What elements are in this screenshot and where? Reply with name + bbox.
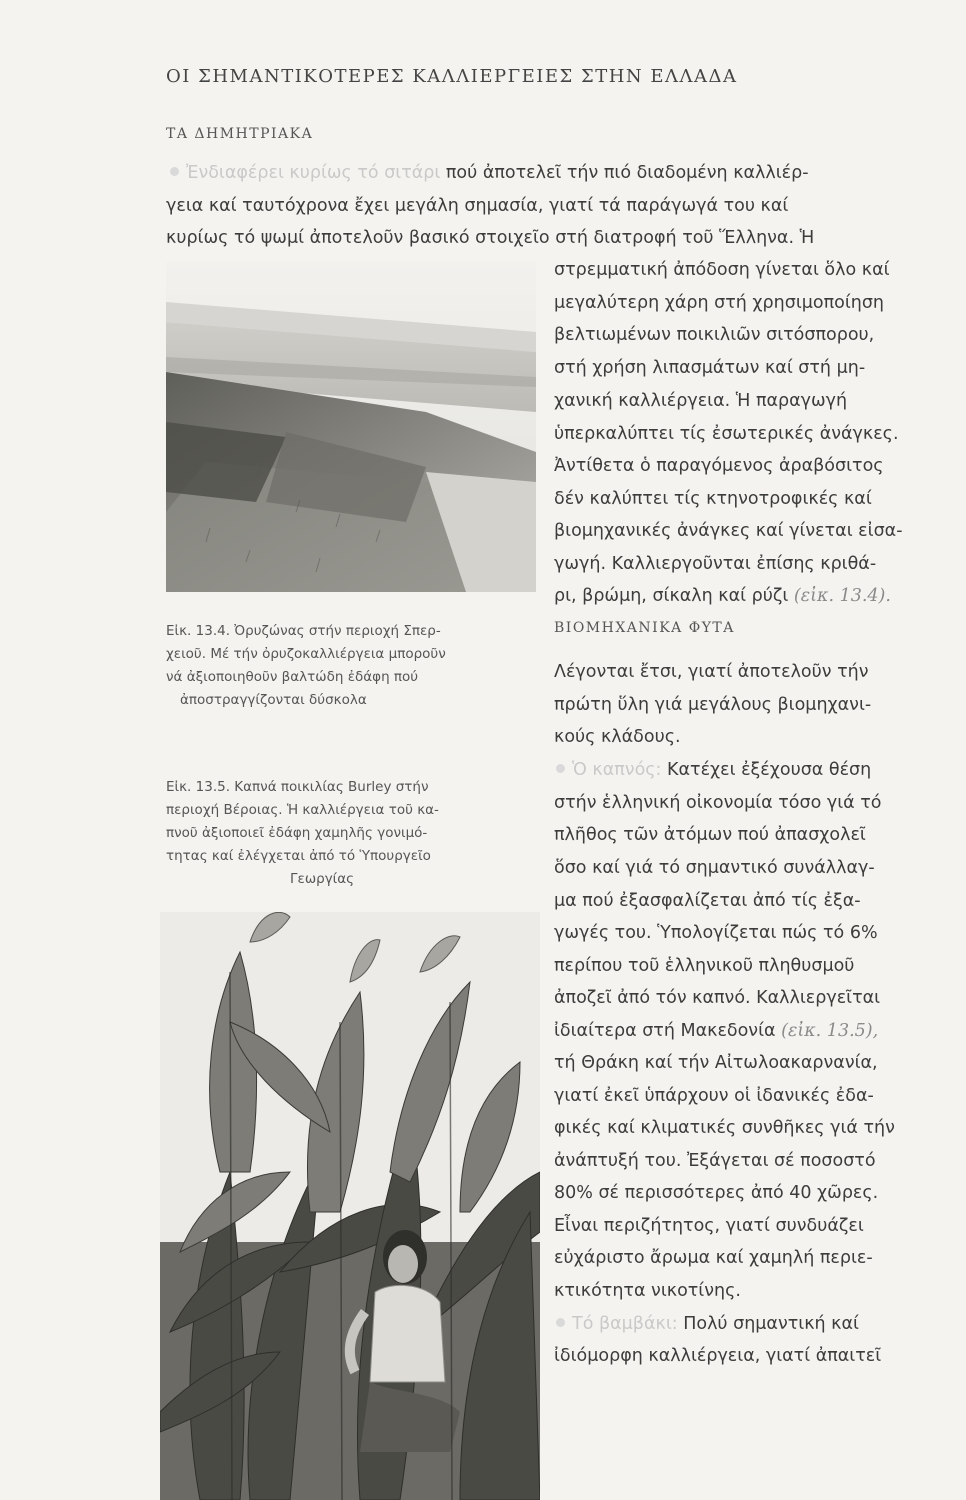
para3-line-6: γωγές του. Ὑπολογίζεται πώς τό 6%	[554, 923, 878, 943]
para3-line-4: ὅσο καί γιά τό σημαντικό συνάλλαγ-	[554, 858, 875, 878]
para3-line-3: πλῆθος τῶν ἀτόμων πού ἀπασχολεῖ	[554, 825, 866, 845]
para3-line-1: Ὁ καπνός: Κατέχει ἐξέχουσα θέση	[556, 757, 871, 783]
para3-line-7: περίπου τοῦ ἑλληνικοῦ πληθυσμοῦ	[554, 956, 855, 976]
para3-line-5: μα πού ἐξασφαλίζεται ἀπό τίς ἐξα-	[554, 891, 861, 911]
para1-line-3: κυρίως τό ψωμί ἀποτελοῦν βασικό στοιχεῖο στή διατροφή τοῦ Ἕλληνα. Ἡ	[166, 228, 815, 248]
para1-line-8: χανική καλλιέργεια. Ἡ παραγωγή	[554, 391, 848, 411]
para3-line-15: Εἶναι περιζήτητος, γιατί συνδυάζει	[554, 1216, 864, 1236]
rice-field-photo	[166, 262, 536, 592]
caption1-line-4: ἀποστραγγίζονται δύσκολα	[180, 692, 367, 708]
para1-line-9: ὑπερκαλύπτει τίς ἐσωτερικές ἀνάγκες.	[554, 424, 899, 444]
bullet-icon	[170, 167, 179, 176]
para3-line-13: ἀνάπτυξή του. Ἐξάγεται σέ ποσοστό	[554, 1151, 876, 1171]
caption1-line-1: Εἰκ. 13.4. Ὀρυζώνας στήν περιοχή Σπερ-	[166, 623, 441, 639]
caption1-line-3: νά ἀξιοποιηθοῦν βαλτώδη ἐδάφη πού	[166, 669, 419, 685]
para3-line-9: ἰδιαίτερα στή Μακεδονία (εἰκ. 13.5),	[554, 1021, 879, 1041]
para1-line-5: μεγαλύτερη χάρη στή χρησιμοποίηση	[554, 293, 885, 313]
para3-line-10: τή Θράκη καί τήν Αἰτωλοακαρνανία,	[554, 1053, 878, 1073]
para2-line-2: πρώτη ὕλη γιά μεγάλους βιομηχανι-	[554, 695, 872, 715]
para3-line-11: γιατί ἐκεῖ ὑπάρχουν οἱ ἰδανικές ἐδα-	[554, 1086, 874, 1106]
para3-line-2: στήν ἑλληνική οἰκονομία τόσο γιά τό	[554, 793, 882, 813]
caption2-line-4: τητας καί ἐλέγχεται ἀπό τό Ὑπουργεῖο	[166, 848, 431, 864]
figure-reference: (εἰκ. 13.5),	[781, 1021, 879, 1041]
para3-line-16: εὐχάριστο ἄρωμα καί χαμηλή περιε-	[554, 1248, 873, 1268]
para1-line-13: γωγή. Καλλιεργοῦνται ἐπίσης κριθά-	[554, 554, 877, 574]
para1-line-11: δέν καλύπτει τίς κτηνοτροφικές καί	[554, 489, 872, 509]
para3-lead: Ὁ καπνός:	[572, 760, 662, 780]
para1-line-2: γεια καί ταυτόχρονα ἔχει μεγάλη σημασία, γιατί τά παράγωγά του καί	[166, 196, 789, 216]
para4-line-1: Τό βαμβάκι: Πολύ σημαντική καί	[556, 1311, 859, 1337]
caption2-line-1: Εἰκ. 13.5. Καπνά ποικιλίας Burley στήν	[166, 779, 429, 795]
para1-line-7: στή χρήση λιπασμάτων καί στή μη-	[554, 358, 866, 378]
caption1-line-2: χειοῦ. Μέ τήν ὀρυζοκαλλιέργεια μποροῦν	[166, 646, 446, 662]
para2-line-1: Λέγονται ἔτσι, γιατί ἀποτελοῦν τήν	[554, 662, 869, 682]
para3-line-17: κτικότητα νικοτίνης.	[554, 1281, 741, 1301]
para1-line-4: στρεμματική ἀπόδοση γίνεται ὅλο καί	[554, 260, 890, 280]
tobacco-field-image	[160, 912, 540, 1500]
para2-line-3: κούς κλάδους.	[554, 727, 681, 747]
figure-reference: (εἰκ. 13.4).	[793, 586, 891, 606]
rice-field-image	[166, 262, 536, 592]
section-title-cereals: ΤΑ ΔΗΜΗΤΡΙΑΚΑ	[166, 126, 314, 142]
para1-line-12: βιομηχανικές ἀνάγκες καί γίνεται εἰσα-	[554, 521, 903, 541]
para3-line-14: 80% σέ περισσότερες ἀπό 40 χῶρες.	[554, 1183, 879, 1203]
para1-line-14: ρι, βρώμη, σίκαλη καί ρύζι (εἰκ. 13.4).	[554, 586, 891, 606]
para1-line-10: Ἀντίθετα ὁ παραγόμενος ἀραβόσιτος	[554, 456, 884, 476]
tobacco-field-photo	[160, 912, 540, 1500]
para3-line-8: ἀποζεῖ ἀπό τόν καπνό. Καλλιεργεῖται	[554, 988, 881, 1008]
caption2-line-2: περιοχή Βέροιας. Ἡ καλλιέργεια τοῦ κα-	[166, 802, 439, 818]
bullet-icon	[556, 764, 565, 773]
page-heading: ΟΙ ΣΗΜΑΝΤΙΚΟΤΕΡΕΣ ΚΑΛΛΙΕΡΓΕΙΕΣ ΣΤΗΝ ΕΛΛΑΔΑ	[166, 66, 738, 87]
caption2-line-5: Γεωργίας	[290, 871, 355, 887]
para4-lead: Τό βαμβάκι:	[572, 1314, 678, 1334]
caption2-line-3: πνοῦ ἀξιοποιεῖ ἐδάφη χαμηλῆς γονιμό-	[166, 825, 428, 841]
bullet-icon	[556, 1318, 565, 1327]
para1-line-1: Ἐνδιαφέρει κυρίως τό σιτάρι πού ἀποτελεῖ τήν πιό διαδομένη καλλιέρ-	[170, 160, 809, 186]
para3-line-12: φικές καί κλιματικές συνθῆκες γιά τήν	[554, 1118, 895, 1138]
section-title-industrial-plants: ΒΙΟΜΗΧΑΝΙΚΑ ΦΥΤΑ	[554, 620, 735, 636]
para1-lead: Ἐνδιαφέρει κυρίως τό σιτάρι	[186, 163, 441, 183]
para4-line-2: ἰδιόμορφη καλλιέργεια, γιατί ἀπαιτεῖ	[554, 1346, 882, 1366]
para1-line-6: βελτιωμένων ποικιλιῶν σιτόσπορου,	[554, 325, 875, 345]
